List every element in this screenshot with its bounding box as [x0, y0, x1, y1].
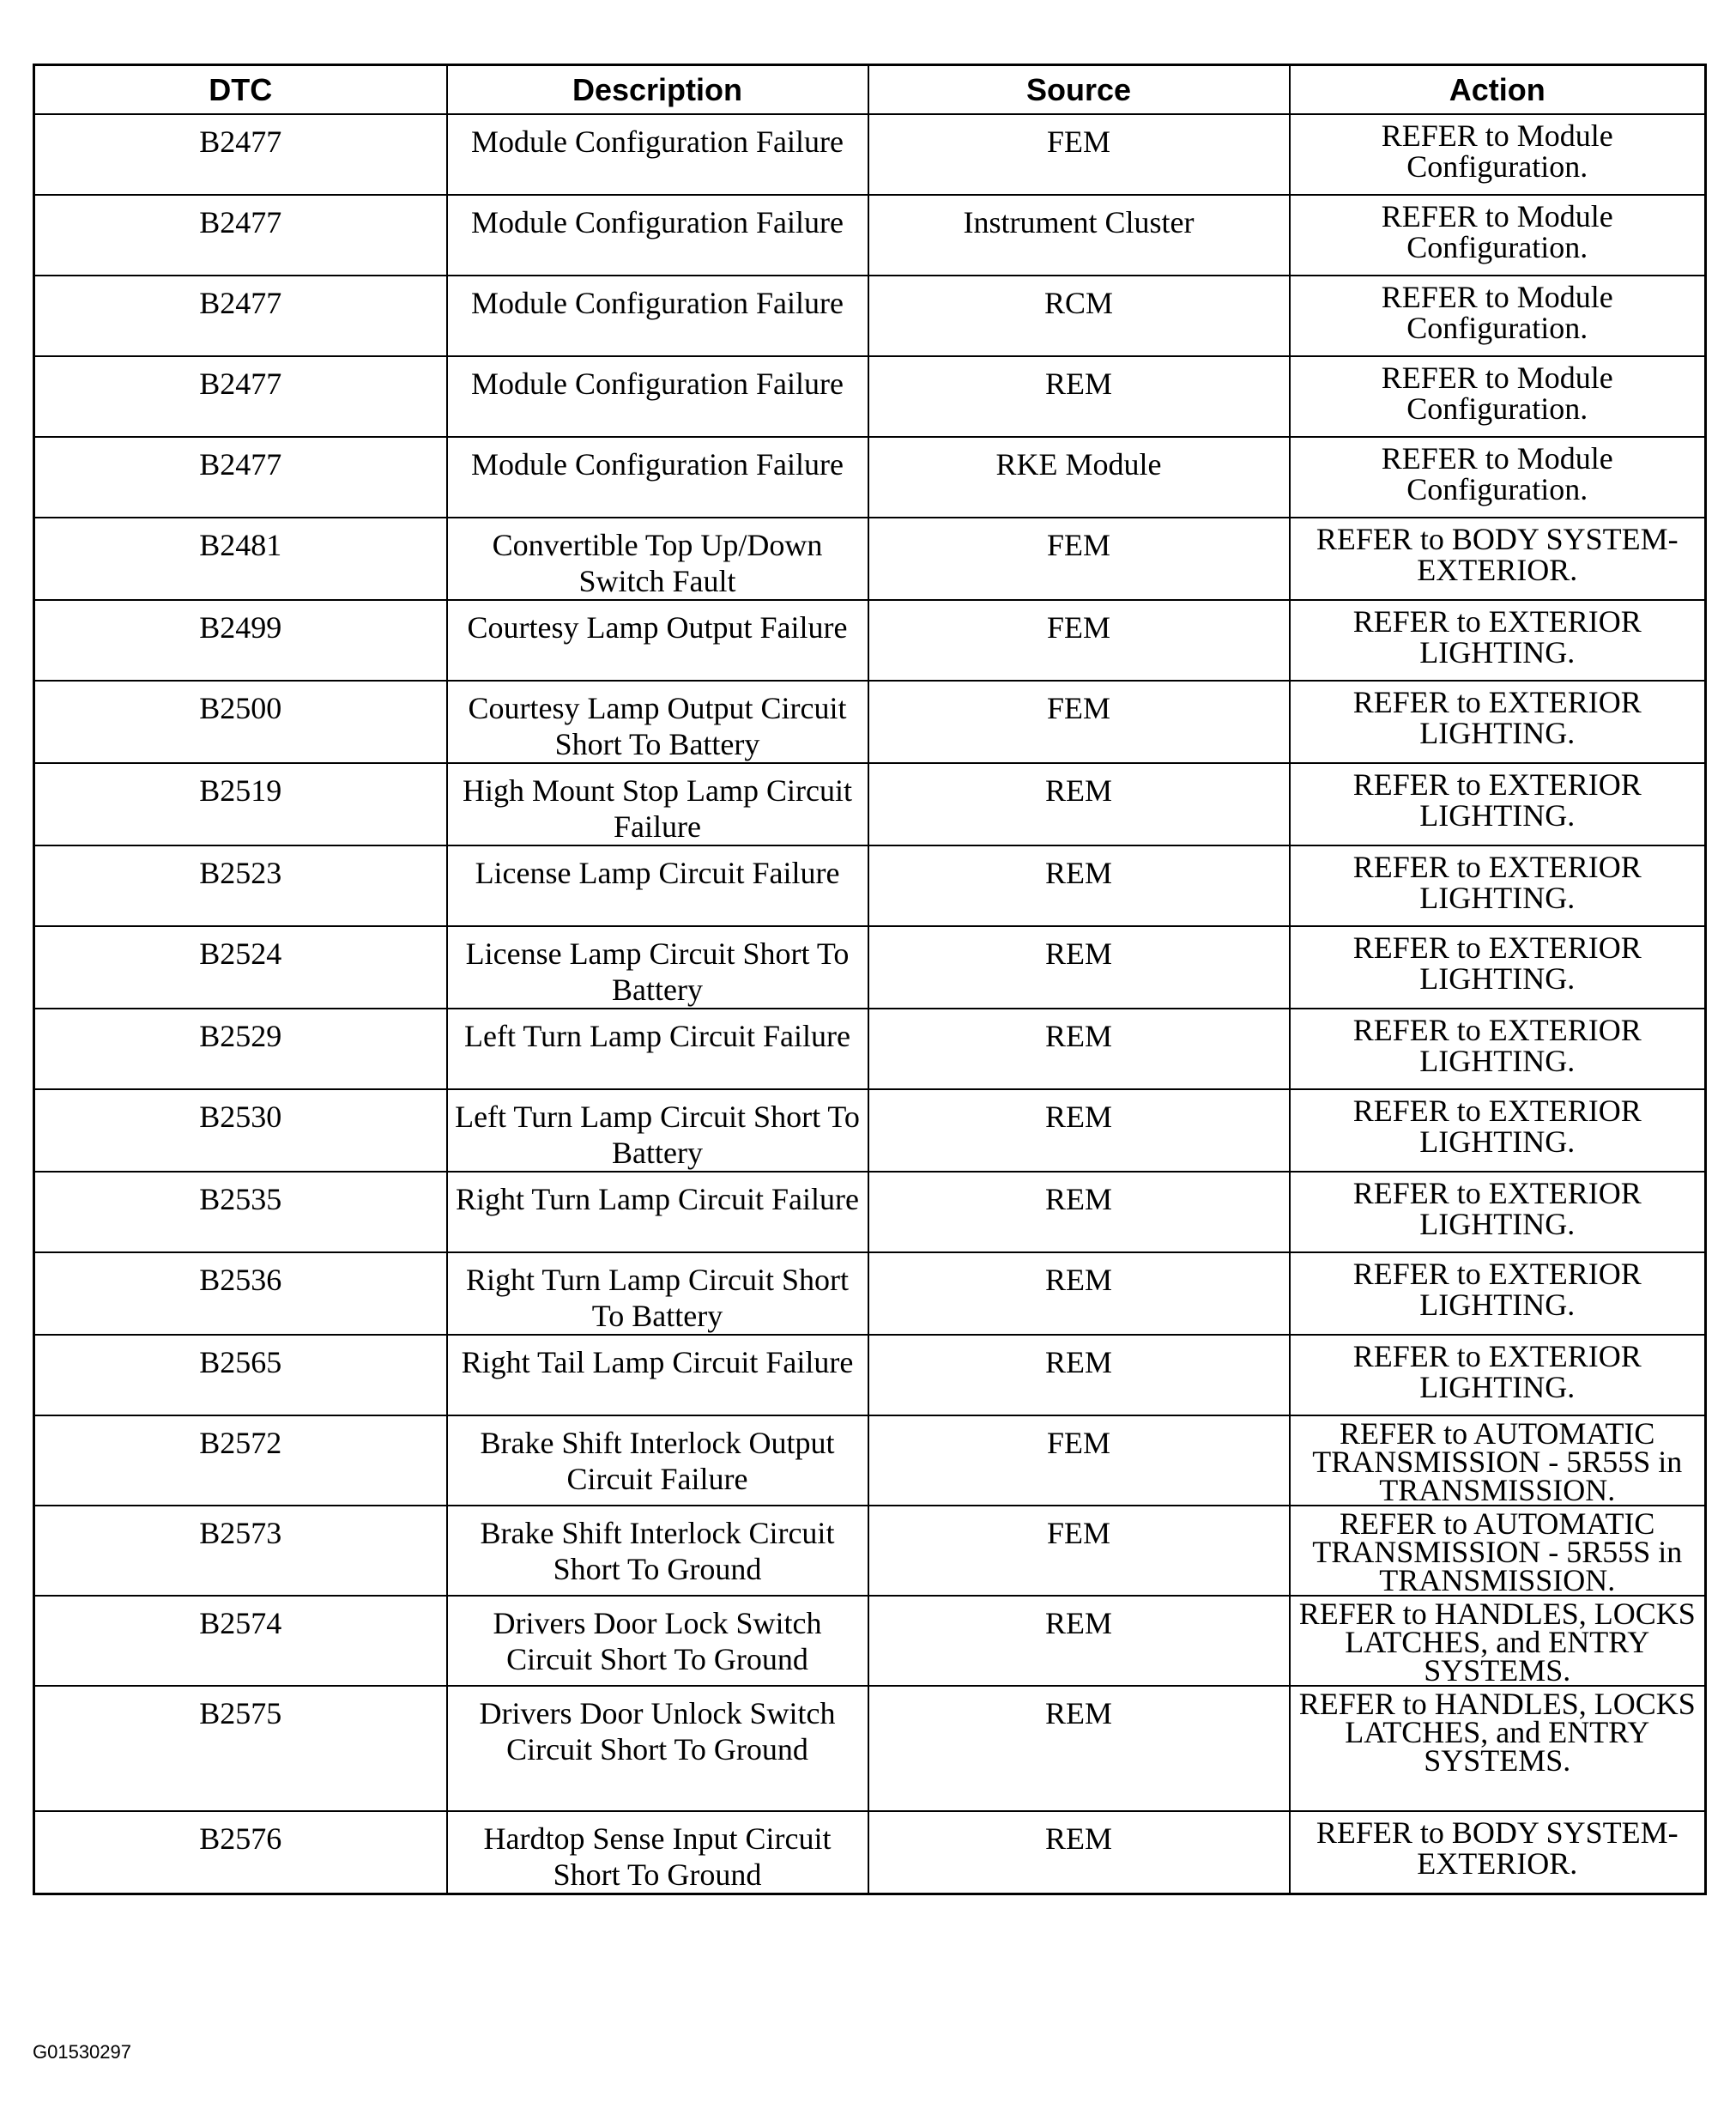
cell-action: REFER to BODY SYSTEM-EXTERIOR.: [1290, 518, 1706, 600]
table-row: [34, 1811, 1706, 1894]
cell-description: Right Tail Lamp Circuit Failure: [447, 1335, 868, 1415]
cell-dtc: B2519: [34, 763, 447, 845]
cell-dtc: B2529: [34, 1009, 447, 1089]
table-row: [34, 600, 1706, 681]
cell-description: Courtesy Lamp Output Failure: [447, 600, 868, 681]
table-row: [34, 1506, 1706, 1596]
column-header-source: Source: [868, 65, 1290, 115]
cell-action: REFER to Module Configuration.: [1290, 195, 1706, 276]
cell-action: REFER to AUTOMATIC TRANSMISSION - 5R55S in TRANSMISSION.: [1290, 1506, 1706, 1596]
cell-description: License Lamp Circuit Short To Battery: [447, 926, 868, 1009]
cell-dtc: B2477: [34, 356, 447, 437]
cell-description: Courtesy Lamp Output Circuit Short To Battery: [447, 681, 868, 763]
cell-action: REFER to EXTERIOR LIGHTING.: [1290, 1172, 1706, 1252]
cell-action: REFER to EXTERIOR LIGHTING.: [1290, 845, 1706, 926]
cell-description: Right Turn Lamp Circuit Short To Battery: [447, 1252, 868, 1335]
cell-dtc: B2535: [34, 1172, 447, 1252]
figure-id: G01530297: [33, 2041, 131, 2063]
cell-dtc: B2536: [34, 1252, 447, 1335]
cell-description: Right Turn Lamp Circuit Failure: [447, 1172, 868, 1252]
cell-action: REFER to Module Configuration.: [1290, 114, 1706, 195]
table-row: [34, 1415, 1706, 1506]
cell-dtc: B2575: [34, 1686, 447, 1811]
cell-action: REFER to EXTERIOR LIGHTING.: [1290, 1089, 1706, 1172]
table-row: [34, 1596, 1706, 1686]
table-row: [34, 845, 1706, 926]
cell-source: REM: [868, 1089, 1290, 1172]
table-row: [34, 1172, 1706, 1252]
cell-dtc: B2523: [34, 845, 447, 926]
cell-description: Brake Shift Interlock Output Circuit Failure: [447, 1415, 868, 1506]
cell-action: REFER to EXTERIOR LIGHTING.: [1290, 926, 1706, 1009]
table-row: [34, 518, 1706, 600]
cell-source: FEM: [868, 1506, 1290, 1596]
cell-source: REM: [868, 763, 1290, 845]
table-row: [34, 1252, 1706, 1335]
cell-source: RKE Module: [868, 437, 1290, 518]
cell-description: Left Turn Lamp Circuit Failure: [447, 1009, 868, 1089]
cell-action: REFER to Module Configuration.: [1290, 356, 1706, 437]
cell-description: Module Configuration Failure: [447, 114, 868, 195]
table-row: [34, 926, 1706, 1009]
cell-action: REFER to HANDLES, LOCKS LATCHES, and ENTRY SYSTEMS.: [1290, 1686, 1706, 1811]
table-row: [34, 437, 1706, 518]
table-row: [34, 1335, 1706, 1415]
cell-action: REFER to EXTERIOR LIGHTING.: [1290, 1252, 1706, 1335]
cell-source: FEM: [868, 1415, 1290, 1506]
cell-action: REFER to EXTERIOR LIGHTING.: [1290, 1335, 1706, 1415]
cell-dtc: B2530: [34, 1089, 447, 1172]
cell-source: RCM: [868, 276, 1290, 356]
table-row: [34, 1686, 1706, 1811]
cell-description: Module Configuration Failure: [447, 356, 868, 437]
cell-dtc: B2572: [34, 1415, 447, 1506]
cell-description: Drivers Door Lock Switch Circuit Short To Ground: [447, 1596, 868, 1686]
cell-source: Instrument Cluster: [868, 195, 1290, 276]
cell-description: Left Turn Lamp Circuit Short To Battery: [447, 1089, 868, 1172]
cell-action: REFER to EXTERIOR LIGHTING.: [1290, 1009, 1706, 1089]
cell-source: FEM: [868, 681, 1290, 763]
cell-description: High Mount Stop Lamp Circuit Failure: [447, 763, 868, 845]
cell-action: REFER to Module Configuration.: [1290, 437, 1706, 518]
cell-dtc: B2573: [34, 1506, 447, 1596]
cell-dtc: B2524: [34, 926, 447, 1009]
cell-dtc: B2499: [34, 600, 447, 681]
table-row: [34, 276, 1706, 356]
cell-source: REM: [868, 926, 1290, 1009]
cell-source: REM: [868, 1335, 1290, 1415]
column-header-dtc: DTC: [34, 65, 447, 115]
table-row: [34, 763, 1706, 845]
cell-source: REM: [868, 356, 1290, 437]
cell-description: Module Configuration Failure: [447, 276, 868, 356]
cell-action: REFER to EXTERIOR LIGHTING.: [1290, 763, 1706, 845]
cell-dtc: B2477: [34, 114, 447, 195]
cell-description: Module Configuration Failure: [447, 195, 868, 276]
cell-dtc: B2481: [34, 518, 447, 600]
column-header-description: Description: [447, 65, 868, 115]
cell-source: FEM: [868, 600, 1290, 681]
cell-dtc: B2576: [34, 1811, 447, 1894]
table-body: [34, 114, 1706, 1894]
cell-source: REM: [868, 1596, 1290, 1686]
cell-source: REM: [868, 1252, 1290, 1335]
cell-source: REM: [868, 1009, 1290, 1089]
table-row: [34, 356, 1706, 437]
cell-source: REM: [868, 1686, 1290, 1811]
cell-source: FEM: [868, 114, 1290, 195]
table-row: [34, 1089, 1706, 1172]
cell-description: Module Configuration Failure: [447, 437, 868, 518]
table-row: [34, 195, 1706, 276]
cell-description: License Lamp Circuit Failure: [447, 845, 868, 926]
table-row: [34, 114, 1706, 195]
header-row: [34, 65, 1706, 115]
cell-dtc: B2477: [34, 276, 447, 356]
cell-dtc: B2500: [34, 681, 447, 763]
cell-dtc: B2477: [34, 195, 447, 276]
cell-source: REM: [868, 845, 1290, 926]
cell-dtc: B2574: [34, 1596, 447, 1686]
cell-description: Hardtop Sense Input Circuit Short To Ground: [447, 1811, 868, 1894]
cell-dtc: B2565: [34, 1335, 447, 1415]
cell-dtc: B2477: [34, 437, 447, 518]
cell-action: REFER to EXTERIOR LIGHTING.: [1290, 681, 1706, 763]
cell-action: REFER to HANDLES, LOCKS LATCHES, and ENTRY SYSTEMS.: [1290, 1596, 1706, 1686]
cell-description: Brake Shift Interlock Circuit Short To Ground: [447, 1506, 868, 1596]
cell-action: REFER to BODY SYSTEM-EXTERIOR.: [1290, 1811, 1706, 1894]
cell-description: Convertible Top Up/Down Switch Fault: [447, 518, 868, 600]
cell-action: REFER to AUTOMATIC TRANSMISSION - 5R55S in TRANSMISSION.: [1290, 1415, 1706, 1506]
cell-source: REM: [868, 1172, 1290, 1252]
cell-source: REM: [868, 1811, 1290, 1894]
dtc-table: [33, 64, 1707, 1895]
cell-action: REFER to EXTERIOR LIGHTING.: [1290, 600, 1706, 681]
cell-description: Drivers Door Unlock Switch Circuit Short To Ground: [447, 1686, 868, 1811]
cell-action: REFER to Module Configuration.: [1290, 276, 1706, 356]
column-header-action: Action: [1290, 65, 1706, 115]
cell-source: FEM: [868, 518, 1290, 600]
table-row: [34, 681, 1706, 763]
table-row: [34, 1009, 1706, 1089]
